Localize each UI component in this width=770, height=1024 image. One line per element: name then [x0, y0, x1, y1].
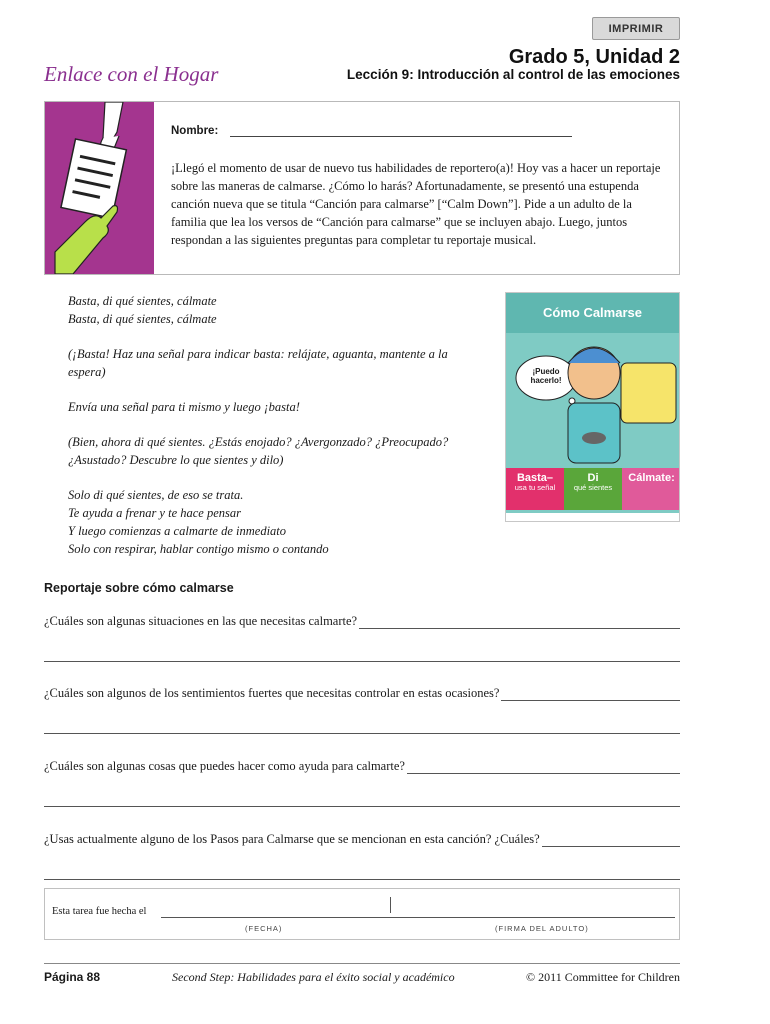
verse: Envía una señal para ti mismo y luego ¡basta! — [68, 400, 300, 414]
question-row — [44, 832, 680, 847]
intro-box — [44, 101, 680, 275]
copyright: © 2011 Committee for Children — [526, 970, 680, 984]
report-title: Reportaje sobre cómo calmarse — [44, 581, 234, 595]
line-divider — [390, 897, 391, 913]
completed-label: Esta tarea fue hecha el — [52, 906, 147, 917]
question-row — [44, 759, 680, 774]
page-number: Página 88 — [44, 970, 101, 984]
question-row — [44, 686, 680, 701]
print-button[interactable]: IMPRIMIR — [592, 17, 680, 40]
grade-unit-title: Grado 5, Unidad 2 — [508, 46, 680, 68]
verse: Basta, di qué sientes, cálmate Basta, di qué sientes, cálmate — [68, 294, 217, 326]
verse: (¡Basta! Haz una señal para indicar basta: relájate, aguanta, mantente a la espera) — [68, 347, 448, 379]
hands-paper-illustration — [45, 102, 154, 274]
verse: (Bien, ahora di qué sientes. ¿Estás enojado? ¿Avergonzado? ¿Preocupado? ¿Asustado? Descubre lo que sientes y dilo) — [68, 435, 449, 467]
question-2: ¿Cuáles son algunos de los sentimientos fuertes que necesitas controlar en estas ocasiones? — [44, 686, 500, 700]
poster-bubble: ¡Puedo hacerlo! — [530, 367, 562, 385]
intro-paragraph: ¡Llegó el momento de usar de nuevo tus habilidades de reportero(a)! Hoy vas a hacer un reportaje sobre las maneras de calmarse. ¿Cómo lo harás? Afortunadamente, se presentó una estupenda canción nueva que se titula “Canción para calmarse” [“Calm Down”]. Pide a un adulto de la familia que lea los versos de “Canción para calmarse” que se incluyen abajo. Luego, juntos respondan a las siguientes preguntas para completar tu reportaje musical. — [171, 161, 661, 247]
question-row — [44, 614, 680, 629]
answer-line[interactable] — [44, 806, 680, 807]
lesson-title: Lección 9: Introducción al control de las emociones — [346, 67, 680, 82]
verse: Solo di qué sientes, de eso se trata. Te ayuda a frenar y te hace pensar Y luego comienzas a calmarte de inmediato Solo con respirar, hablar contigo mismo o contando — [68, 488, 329, 556]
calm-down-poster — [505, 292, 680, 522]
answer-line[interactable] — [542, 835, 680, 847]
signature-caption: (FIRMA DEL ADULTO) — [495, 924, 589, 933]
poster-panel-say: Di qué sientes — [564, 468, 622, 510]
poster-panel-calm: Cálmate: — [622, 468, 680, 510]
answer-line[interactable] — [501, 689, 680, 701]
name-input-line[interactable] — [230, 125, 572, 137]
name-row — [171, 125, 572, 137]
answer-line[interactable] — [44, 879, 680, 880]
poster-title: Cómo Calmarse — [543, 305, 642, 320]
question-3: ¿Cuáles son algunas cosas que puedes hacer como ayuda para calmarte? — [44, 759, 405, 773]
question-4: ¿Usas actualmente alguno de los Pasos para Calmarse que se mencionan en esta canción? ¿Cuáles? — [44, 832, 540, 846]
answer-line[interactable] — [359, 617, 680, 629]
signature-box — [44, 888, 680, 940]
answer-line[interactable] — [407, 762, 680, 774]
answer-line[interactable] — [44, 661, 680, 662]
name-label: Nombre: — [171, 125, 219, 137]
answer-line[interactable] — [44, 733, 680, 734]
song-lyrics — [68, 292, 488, 575]
footer-divider — [44, 963, 680, 964]
poster-panel-stop: Basta– usa tu señal — [506, 468, 564, 510]
brand-title: Enlace con el Hogar — [44, 62, 219, 86]
question-1: ¿Cuáles son algunas situaciones en las que necesitas calmarte? — [44, 614, 358, 628]
date-caption: (FECHA) — [245, 924, 283, 933]
date-signature-line[interactable] — [161, 917, 675, 918]
program-title: Second Step: Habilidades para el éxito social y académico — [172, 970, 455, 984]
